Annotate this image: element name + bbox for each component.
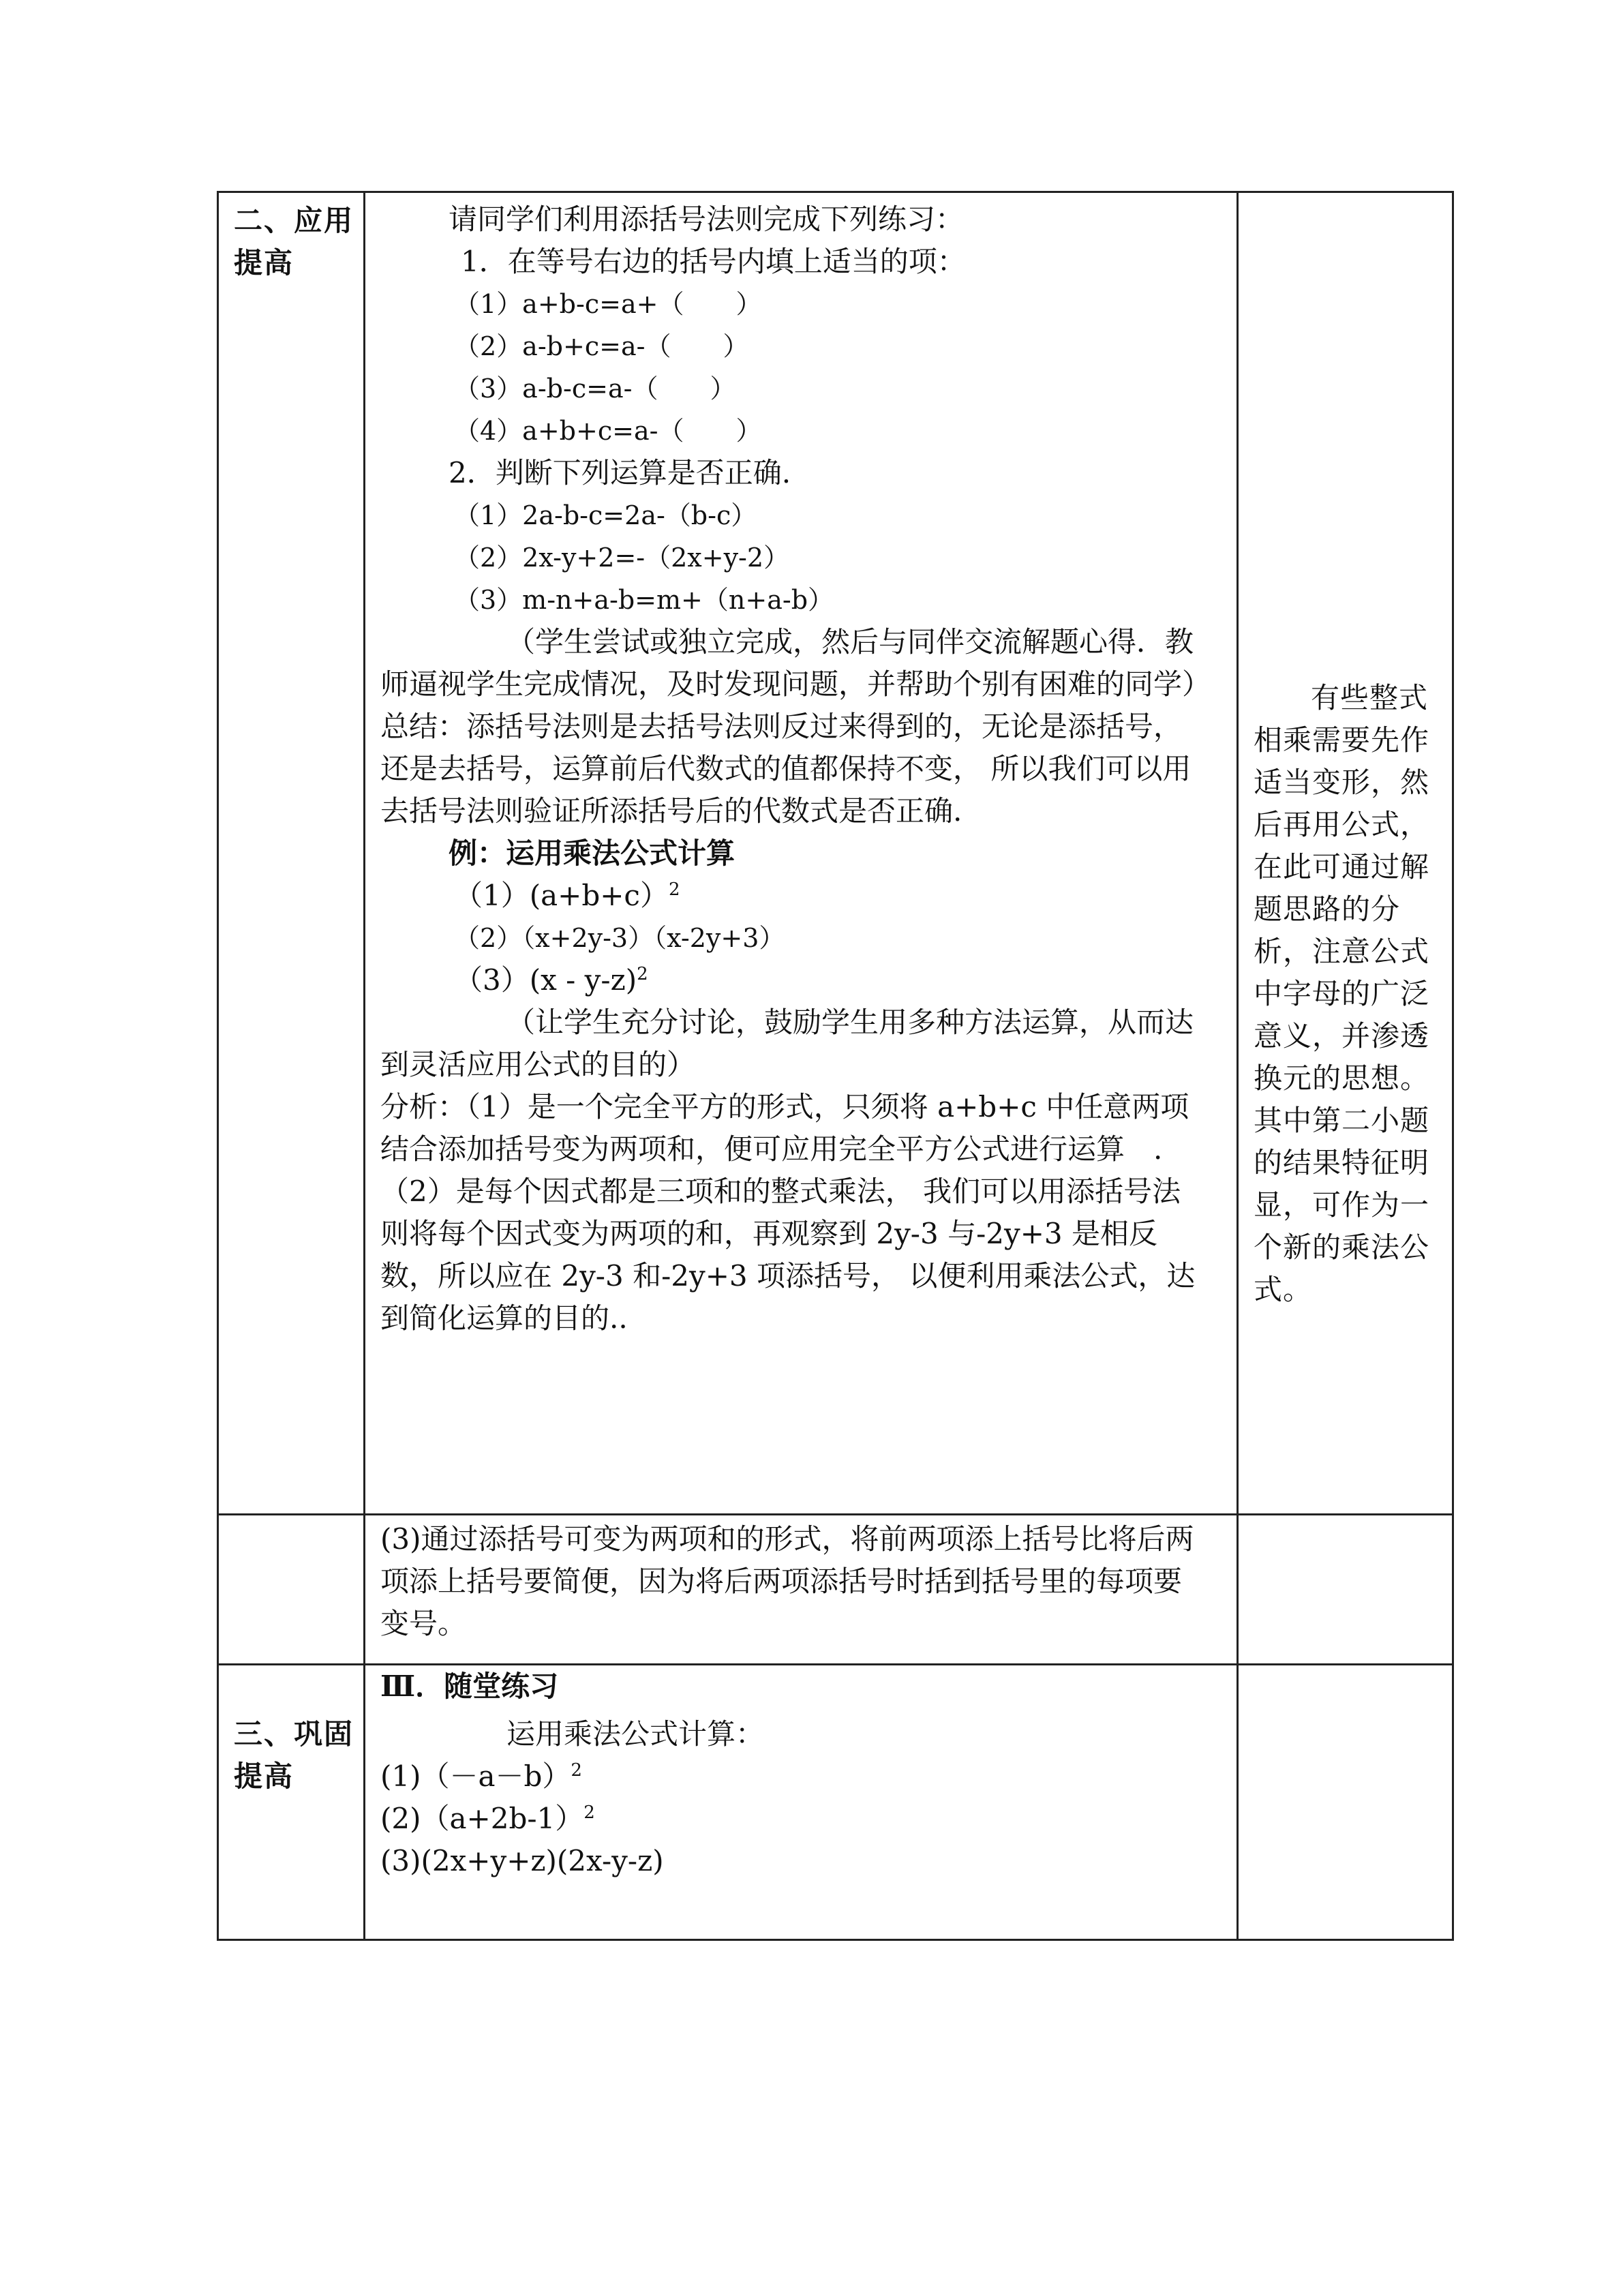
example-item: （2）（x+2y-3）（x-2y+3）: [454, 923, 785, 953]
example-item: （1）(a+b+c）$^2$: [454, 879, 680, 912]
row-consolidate: [218, 1665, 1453, 1940]
exercise-2-title: 2．判断下列运算是否正确.: [449, 456, 791, 489]
exercise-1-item: （1）a+b-c=a+（ ）: [454, 289, 762, 319]
practice-item: $(2)(a+2b-1)^2$: [380, 1802, 595, 1835]
continuation-paragraph: (3)通过添括号可变为两项和的形式，将前两项添上括号比将后两项添上括号要简便，因为将后两项添括号时括到括号里的每项要变号。: [380, 1522, 1194, 1640]
lesson-plan-table: [217, 191, 1454, 1941]
content-cell-continuation: [365, 1515, 1238, 1665]
exercise-1-item: （3）a-b-c=a-（ ）: [454, 374, 736, 404]
section-title-apply: 二、应用提高: [234, 204, 354, 280]
row-continuation: [218, 1515, 1453, 1665]
section-title-consolidate: 三、巩固提高: [234, 1717, 354, 1793]
side-note-cell: [1238, 192, 1453, 1515]
practice-heading: Ⅲ．随堂练习: [380, 1670, 559, 1703]
exercise-2-item: （1）2a-b-c=2a-（b-c）: [454, 500, 757, 530]
instruction-line: 请同学们利用添括号法则完成下列练习：: [449, 202, 965, 236]
exercise-1-title: 1．在等号右边的括号内填上适当的项：: [461, 245, 966, 278]
practice-item: (3)(2x+y+z)(2x-y-z): [380, 1844, 664, 1877]
empty-label-cell: [218, 1515, 365, 1665]
content-cell-consolidate: [365, 1665, 1238, 1940]
exercise-1-item: （2）a-b+c=a-（ ）: [454, 331, 749, 361]
section-label-cell: [218, 192, 365, 1515]
empty-side-cell: [1238, 1665, 1453, 1940]
student-note: （学生尝试或独立完成，然后与同伴交流解题心得．教师逼视学生完成情况，及时发现问题，并帮助个别有困难的同学）: [380, 625, 1211, 701]
empty-side-cell: [1238, 1515, 1453, 1665]
example-title: 例：运用乘法公式计算: [449, 836, 735, 870]
exercise-2-item: （2）2x-y+2=-（2x+y-2）: [454, 543, 790, 573]
content-cell-apply: [365, 192, 1238, 1515]
example-item: （3）(x - y-z)$^2$: [454, 963, 648, 997]
practice-subheading: 运用乘法公式计算：: [506, 1717, 765, 1751]
discussion-note: （让学生充分讨论，鼓励学生用多种方法运算，从而达到灵活应用公式的目的）: [380, 1006, 1194, 1081]
practice-item: $(1)(-a-b)^2$: [380, 1759, 582, 1793]
analysis-paragraph-1: 分析：（1）是一个完全平方的形式，只须将 a+b+c 中任意两项结合添加括号变为两项和，便可应用完全平方公式进行运算 .: [380, 1090, 1189, 1166]
row-apply: [218, 192, 1453, 1515]
analysis-paragraph-2: （2）是每个因式都是三项和的整式乘法， 我们可以用添括号法则将每个因式变为两项的和，再观察到 2y-3 与-2y+3 是相反数，所以应在 2y-3 和-2y+3 项添括号， 以便利用乘法公式，达到简化运算的目的..: [380, 1175, 1196, 1335]
side-note: 有些整式相乘需要先作适当变形，然后再用公式，在此可通过解题思路的分析，注意公式中字母的广泛意义，并渗透换元的思想。其中第二小题的结果特征明显，可作为一个新的乘法公式。: [1254, 681, 1430, 1306]
exercise-1-item: （4）a+b+c=a-（ ）: [454, 416, 762, 446]
section-label-cell: [218, 1665, 365, 1940]
exercise-2-item: （3）m-n+a-b=m+（n+a-b）: [454, 585, 834, 615]
summary-paragraph: 总结：添括号法则是去括号法则反过来得到的，无论是添括号，还是去括号，运算前后代数式的值都保持不变， 所以我们可以用去括号法则验证所添括号后的代数式是否正确.: [380, 710, 1192, 828]
